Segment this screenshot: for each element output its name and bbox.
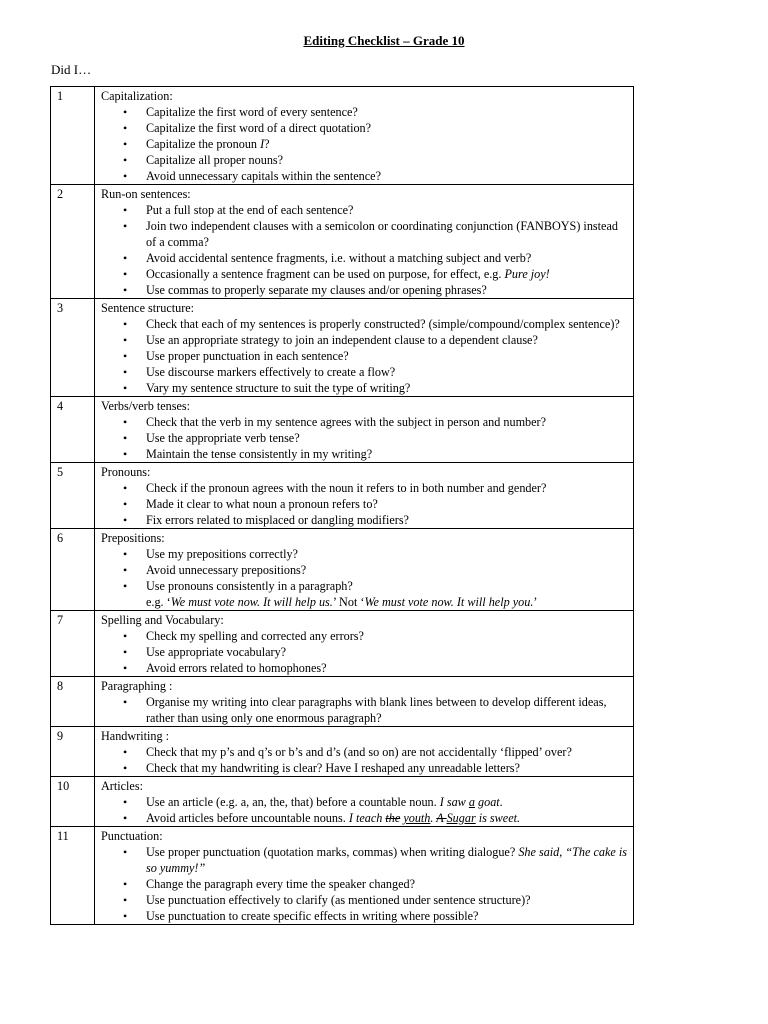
checklist-row — [51, 677, 634, 727]
checklist-item: • Organise my writing into clear paragraphs with blank lines between to develop different ideas, rather than using only one enormous paragraph? — [101, 694, 633, 726]
checklist-item: • Check my spelling and corrected any errors? — [101, 628, 633, 644]
checklist-items — [101, 794, 633, 826]
checklist-row — [51, 299, 634, 397]
section-body — [95, 611, 634, 677]
checklist-item: • Check that each of my sentences is properly constructed? (simple/compound/complex sentence)? — [101, 316, 633, 332]
example-text-run: We must vote now. It will help you. — [364, 595, 534, 609]
example-line — [101, 594, 633, 610]
checklist-row — [51, 777, 634, 827]
checklist-body — [51, 87, 634, 925]
checklist-items — [101, 202, 633, 298]
text-run: ? — [264, 137, 270, 151]
checklist-item — [101, 794, 633, 810]
checklist-item: • Use punctuation to create specific effects in writing where possible? — [101, 908, 633, 924]
checklist-item — [101, 266, 633, 282]
text-run: ’ — [533, 595, 538, 609]
example-text-run: I saw — [439, 795, 469, 809]
section-body — [95, 299, 634, 397]
checklist-item: • Join two independent clauses with a semicolon or coordinating conjunction (FANBOYS) instead of a comma? — [101, 218, 633, 250]
checklist-item: • Fix errors related to misplaced or dangling modifiers? — [101, 512, 633, 528]
example-text-run: goat — [474, 795, 500, 809]
text-run: Use an article (e.g. a, an, the, that) before a countable noun. — [146, 795, 440, 809]
section-heading: Verbs/verb tenses: — [101, 399, 191, 413]
example-text-run: is sweet. — [475, 811, 521, 825]
checklist-items — [101, 414, 633, 462]
checklist-items — [101, 744, 633, 776]
section-body — [95, 677, 634, 727]
section-number: 5 — [51, 463, 95, 529]
checklist-row — [51, 827, 634, 925]
text-run: ’ Not ‘ — [332, 595, 365, 609]
example-text-run: I teach — [348, 811, 386, 825]
section-heading: Punctuation: — [101, 829, 163, 843]
section-body — [95, 727, 634, 777]
section-number: 10 — [51, 777, 95, 827]
section-number: 1 — [51, 87, 95, 185]
example-text-run: youth — [403, 811, 431, 825]
section-heading: Prepositions: — [101, 531, 165, 545]
checklist-row — [51, 529, 634, 611]
section-heading: Handwriting : — [101, 729, 170, 743]
checklist-items — [101, 316, 633, 396]
checklist-row — [51, 397, 634, 463]
checklist-item: • Avoid errors related to homophones? — [101, 660, 633, 676]
section-heading: Paragraphing : — [101, 679, 173, 693]
section-number: 6 — [51, 529, 95, 611]
section-body — [95, 397, 634, 463]
checklist-item: • Use pronouns consistently in a paragraph? — [101, 578, 633, 594]
section-body — [95, 463, 634, 529]
checklist-item: • Check that my p’s and q’s or b’s and d’s (and so on) are not accidentally ‘flipped’ over? — [101, 744, 633, 760]
checklist-item: • Avoid unnecessary prepositions? — [101, 562, 633, 578]
checklist-item — [101, 136, 633, 152]
section-heading: Articles: — [101, 779, 143, 793]
section-body — [95, 529, 634, 611]
checklist-item: • Check that the verb in my sentence agrees with the subject in person and number? — [101, 414, 633, 430]
checklist-item: • Check if the pronoun agrees with the noun it refers to in both number and gender? — [101, 480, 633, 496]
checklist-items — [101, 546, 633, 610]
checklist-items — [101, 480, 633, 528]
checklist-item: • Change the paragraph every time the speaker changed? — [101, 876, 633, 892]
checklist-item: • Maintain the tense consistently in my writing? — [101, 446, 633, 462]
checklist-item: • Made it clear to what noun a pronoun refers to? — [101, 496, 633, 512]
section-heading: Spelling and Vocabulary: — [101, 613, 224, 627]
section-number: 2 — [51, 185, 95, 299]
intro-text: Did I… — [51, 62, 92, 77]
checklist-row — [51, 727, 634, 777]
checklist-item: • Capitalize all proper nouns? — [101, 152, 633, 168]
text-run: . — [499, 795, 503, 809]
text-run: Use proper punctuation (quotation marks, commas) when writing dialogue? — [146, 845, 519, 859]
example-text-run: . — [430, 811, 437, 825]
text-run: Avoid articles before uncountable nouns. — [146, 811, 349, 825]
checklist-item: • Avoid unnecessary capitals within the sentence? — [101, 168, 633, 184]
section-number: 9 — [51, 727, 95, 777]
example-text-run: We must vote now. It will help us. — [170, 595, 333, 609]
checklist-row — [51, 463, 634, 529]
example-text-run: A — [436, 811, 447, 825]
checklist-item: • Use the appropriate verb tense? — [101, 430, 633, 446]
example-text-run: the — [385, 811, 401, 825]
section-heading: Run-on sentences: — [101, 187, 191, 201]
checklist-row — [51, 611, 634, 677]
section-number: 11 — [51, 827, 95, 925]
section-number: 4 — [51, 397, 95, 463]
section-heading: Capitalization: — [101, 89, 173, 103]
section-number: 3 — [51, 299, 95, 397]
checklist-item — [101, 810, 633, 826]
section-heading: Sentence structure: — [101, 301, 195, 315]
checklist-item: • Avoid accidental sentence fragments, i.e. without a matching subject and verb? — [101, 250, 633, 266]
section-number: 8 — [51, 677, 95, 727]
text-run: Capitalize the pronoun — [146, 137, 261, 151]
checklist-item: • Check that my handwriting is clear? Have I reshaped any unreadable letters? — [101, 760, 633, 776]
checklist-item: • Capitalize the first word of a direct quotation? — [101, 120, 633, 136]
checklist-item: • Use appropriate vocabulary? — [101, 644, 633, 660]
checklist-item: • Use discourse markers effectively to create a flow? — [101, 364, 633, 380]
text-run: Occasionally a sentence fragment can be used on purpose, for effect, e.g. — [146, 267, 505, 281]
section-body — [95, 185, 634, 299]
checklist-row — [51, 185, 634, 299]
checklist-item: • Use commas to properly separate my clauses and/or opening phrases? — [101, 282, 633, 298]
example-text-run: Sugar — [446, 811, 476, 825]
text-run: e.g. ‘ — [146, 595, 171, 609]
section-body — [95, 777, 634, 827]
section-body — [95, 827, 634, 925]
checklist-item: • Vary my sentence structure to suit the type of writing? — [101, 380, 633, 396]
document-title: Editing Checklist – Grade 10 — [303, 33, 465, 48]
section-number: 7 — [51, 611, 95, 677]
checklist-item: • Capitalize the first word of every sentence? — [101, 104, 633, 120]
checklist-item: • Use punctuation effectively to clarify (as mentioned under sentence structure)? — [101, 892, 633, 908]
example-text-run: Pure joy! — [504, 267, 550, 281]
checklist-item: • Use my prepositions correctly? — [101, 546, 633, 562]
checklist-items — [101, 628, 633, 676]
checklist-item — [101, 844, 633, 876]
example-text-run: a — [468, 795, 475, 809]
checklist-items — [101, 844, 633, 924]
checklist-item: • Put a full stop at the end of each sentence? — [101, 202, 633, 218]
checklist-row — [51, 87, 634, 185]
example-text-run: I — [260, 137, 265, 151]
checklist-items — [101, 694, 633, 726]
example-text-run: She said, “The cake is so yummy!” — [146, 845, 627, 875]
checklist-item: • Use proper punctuation in each sentence? — [101, 348, 633, 364]
section-heading: Pronouns: — [101, 465, 151, 479]
checklist-table — [50, 86, 634, 925]
checklist-item: • Use an appropriate strategy to join an independent clause to a dependent clause? — [101, 332, 633, 348]
section-body — [95, 87, 634, 185]
checklist-items — [101, 104, 633, 184]
